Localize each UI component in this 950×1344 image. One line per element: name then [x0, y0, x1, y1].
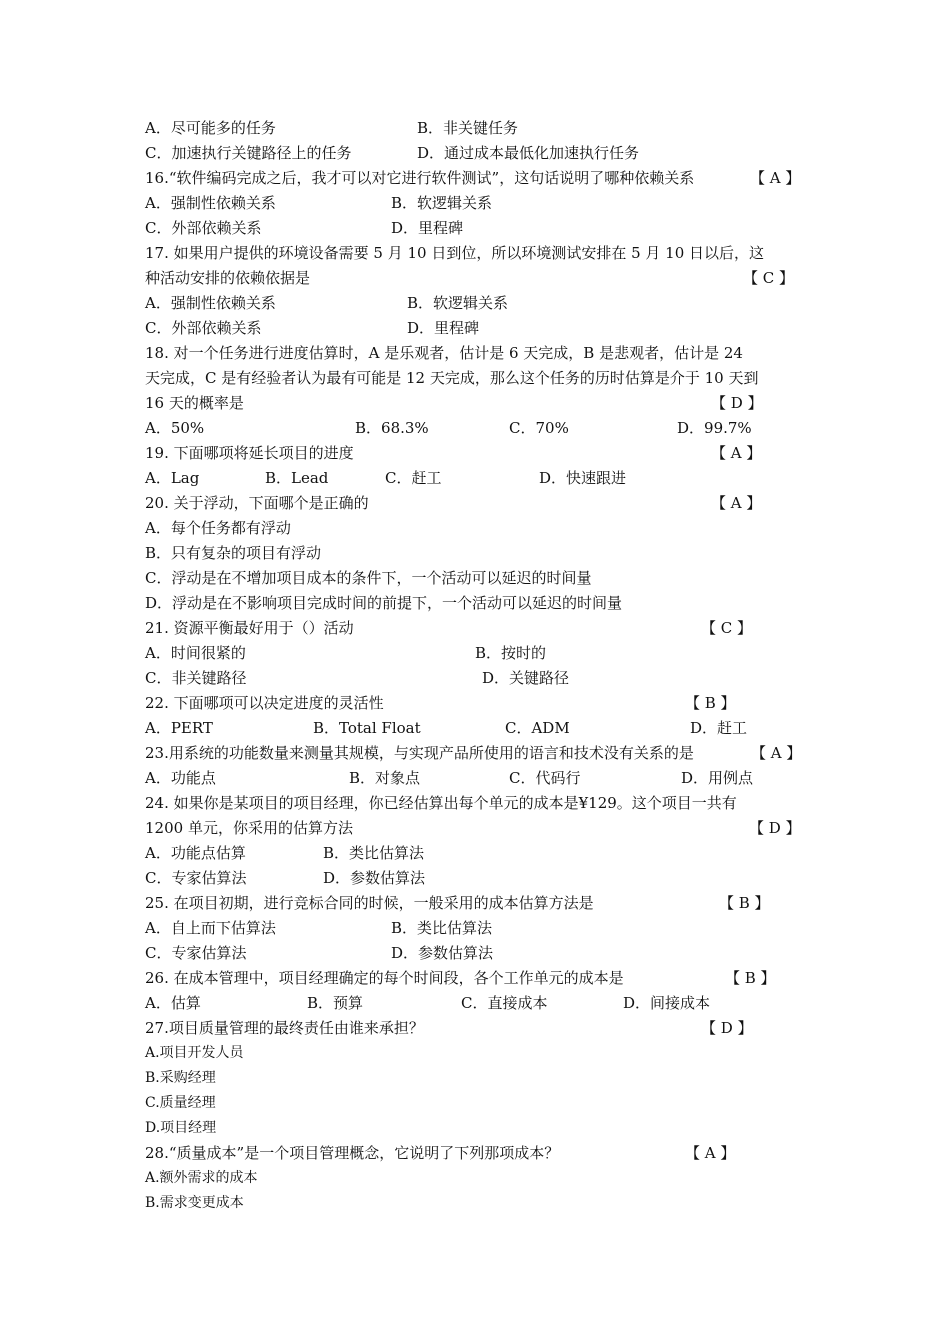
q27-option-a: A.项目开发人员 — [145, 1045, 244, 1061]
q24-stem-1: 24. 如果你是某项目的项目经理，你已经估算出每个单元的成本是¥129。这个项目一共有 — [145, 794, 737, 812]
q21-option-b: B．按时的 — [475, 644, 547, 662]
q18-stem-1: 18. 对一个任务进行进度估算时，A 是乐观者，估计是 6 天完成，B 是悲观者，估计是 24 — [145, 344, 743, 362]
q26-option-a: A．估算 — [145, 994, 201, 1012]
q16-stem: 16.“软件编码完成之后，我才可以对它进行软件测试”，这句话说明了哪种依赖关系 — [145, 169, 695, 187]
q20-answer: 【 A 】 — [711, 494, 762, 512]
q15-option-b: B．非关键任务 — [417, 119, 519, 137]
q18-option-c: C．70% — [509, 419, 569, 437]
q23-option-c: C．代码行 — [509, 769, 581, 787]
q26-option-c: C．直接成本 — [461, 994, 548, 1012]
q16-answer: 【 A 】 — [750, 169, 801, 187]
q16-option-a: A．强制性依赖关系 — [145, 194, 276, 212]
q25-option-d: D．参数估算法 — [391, 944, 494, 962]
q18-answer: 【 D 】 — [711, 394, 763, 412]
q22-option-c: C．ADM — [505, 719, 570, 737]
q17-option-b: B．软逻辑关系 — [407, 294, 509, 312]
q22-stem: 22. 下面哪项可以决定进度的灵活性 — [145, 694, 384, 712]
q17-stem-2: 种活动安排的依赖依据是 — [145, 269, 311, 287]
q23-option-d: D．用例点 — [681, 769, 754, 787]
q26-option-b: B．预算 — [307, 994, 364, 1012]
q25-option-b: B．类比估算法 — [391, 919, 493, 937]
q26-stem: 26. 在成本管理中，项目经理确定的每个时间段，各个工作单元的成本是 — [145, 969, 624, 987]
q23-answer: 【 A 】 — [751, 744, 802, 762]
q28-answer: 【 A 】 — [685, 1144, 736, 1162]
q20-stem: 20. 关于浮动，下面哪个是正确的 — [145, 494, 369, 512]
q21-stem: 21. 资源平衡最好用于（）活动 — [145, 619, 354, 637]
q19-answer: 【 A 】 — [711, 444, 762, 462]
q18-option-b: B．68.3% — [355, 419, 429, 437]
q26-answer: 【 B 】 — [725, 969, 776, 987]
q18-option-d: D．99.7% — [677, 419, 752, 437]
q19-option-b: B．Lead — [265, 469, 329, 487]
q18-option-a: A．50% — [145, 419, 205, 437]
q27-answer: 【 D 】 — [701, 1019, 753, 1037]
q15-option-d: D．通过成本最低化加速执行任务 — [417, 144, 640, 162]
q15-option-c: C．加速执行关键路径上的任务 — [145, 144, 352, 162]
q28-option-b: B.需求变更成本 — [145, 1195, 244, 1211]
q17-answer: 【 C 】 — [743, 269, 795, 287]
q24-option-b: B．类比估算法 — [323, 844, 425, 862]
q22-option-d: D．赶工 — [690, 719, 748, 737]
q18-stem-2: 天完成，C 是有经验者认为最有可能是 12 天完成，那么这个任务的历时估算是介于 10 天到 — [145, 369, 759, 387]
q25-option-a: A．自上而下估算法 — [145, 919, 276, 937]
q15-option-a: A．尽可能多的任务 — [145, 119, 276, 137]
q24-option-a: A．功能点估算 — [145, 844, 246, 862]
q19-option-d: D．快速跟进 — [539, 469, 627, 487]
q20-option-d: D．浮动是在不影响项目完成时间的前提下，一个活动可以延迟的时间量 — [145, 594, 623, 612]
q17-option-d: D．里程碑 — [407, 319, 480, 337]
q21-option-c: C．非关键路径 — [145, 669, 247, 687]
q21-option-a: A．时间很紧的 — [145, 644, 246, 662]
q23-option-b: B．对象点 — [349, 769, 421, 787]
q27-option-b: B.采购经理 — [145, 1070, 216, 1086]
q18-stem-3: 16 天的概率是 — [145, 394, 244, 412]
q16-option-b: B．软逻辑关系 — [391, 194, 493, 212]
q19-option-c: C．赶工 — [385, 469, 442, 487]
q27-stem: 27.项目质量管理的最终责任由谁来承担？ — [145, 1019, 424, 1037]
q19-stem: 19. 下面哪项将延长项目的进度 — [145, 444, 354, 462]
q17-option-a: A．强制性依赖关系 — [145, 294, 276, 312]
q25-answer: 【 B 】 — [719, 894, 770, 912]
q24-option-d: D．参数估算法 — [323, 869, 426, 887]
q19-option-a: A．Lag — [145, 469, 200, 487]
q28-option-a: A.额外需求的成本 — [145, 1170, 258, 1186]
q17-stem-1: 17. 如果用户提供的环境设备需要 5 月 10 日到位，所以环境测试安排在 5 月 10 日以后，这 — [145, 244, 765, 262]
q26-option-d: D．间接成本 — [623, 994, 711, 1012]
q23-option-a: A．功能点 — [145, 769, 216, 787]
q22-answer: 【 B 】 — [685, 694, 736, 712]
q27-option-c: C.质量经理 — [145, 1095, 216, 1111]
q23-stem: 23.用系统的功能数量来测量其规模，与实现产品所使用的语言和技术没有关系的是 — [145, 744, 694, 762]
q25-stem: 25. 在项目初期，进行竞标合同的时候，一般采用的成本估算方法是 — [145, 894, 594, 912]
q21-option-d: D．关键路径 — [482, 669, 570, 687]
q16-option-d: D．里程碑 — [391, 219, 464, 237]
q22-option-a: A．PERT — [145, 719, 213, 737]
q28-stem: 28.“质量成本”是一个项目管理概念，它说明了下列那项成本？ — [145, 1144, 560, 1162]
q20-option-a: A．每个任务都有浮动 — [145, 519, 291, 537]
q25-option-c: C．专家估算法 — [145, 944, 247, 962]
q24-stem-2: 1200 单元，你采用的估算方法 — [145, 819, 353, 837]
q17-option-c: C．外部依赖关系 — [145, 319, 262, 337]
q20-option-b: B．只有复杂的项目有浮动 — [145, 544, 322, 562]
q22-option-b: B．Total Float — [313, 719, 421, 737]
q24-answer: 【 D 】 — [749, 819, 801, 837]
q16-option-c: C．外部依赖关系 — [145, 219, 262, 237]
q21-answer: 【 C 】 — [701, 619, 753, 637]
q24-option-c: C．专家估算法 — [145, 869, 247, 887]
q27-option-d: D.项目经理 — [145, 1120, 217, 1136]
q20-option-c: C．浮动是在不增加项目成本的条件下，一个活动可以延迟的时间量 — [145, 569, 592, 587]
